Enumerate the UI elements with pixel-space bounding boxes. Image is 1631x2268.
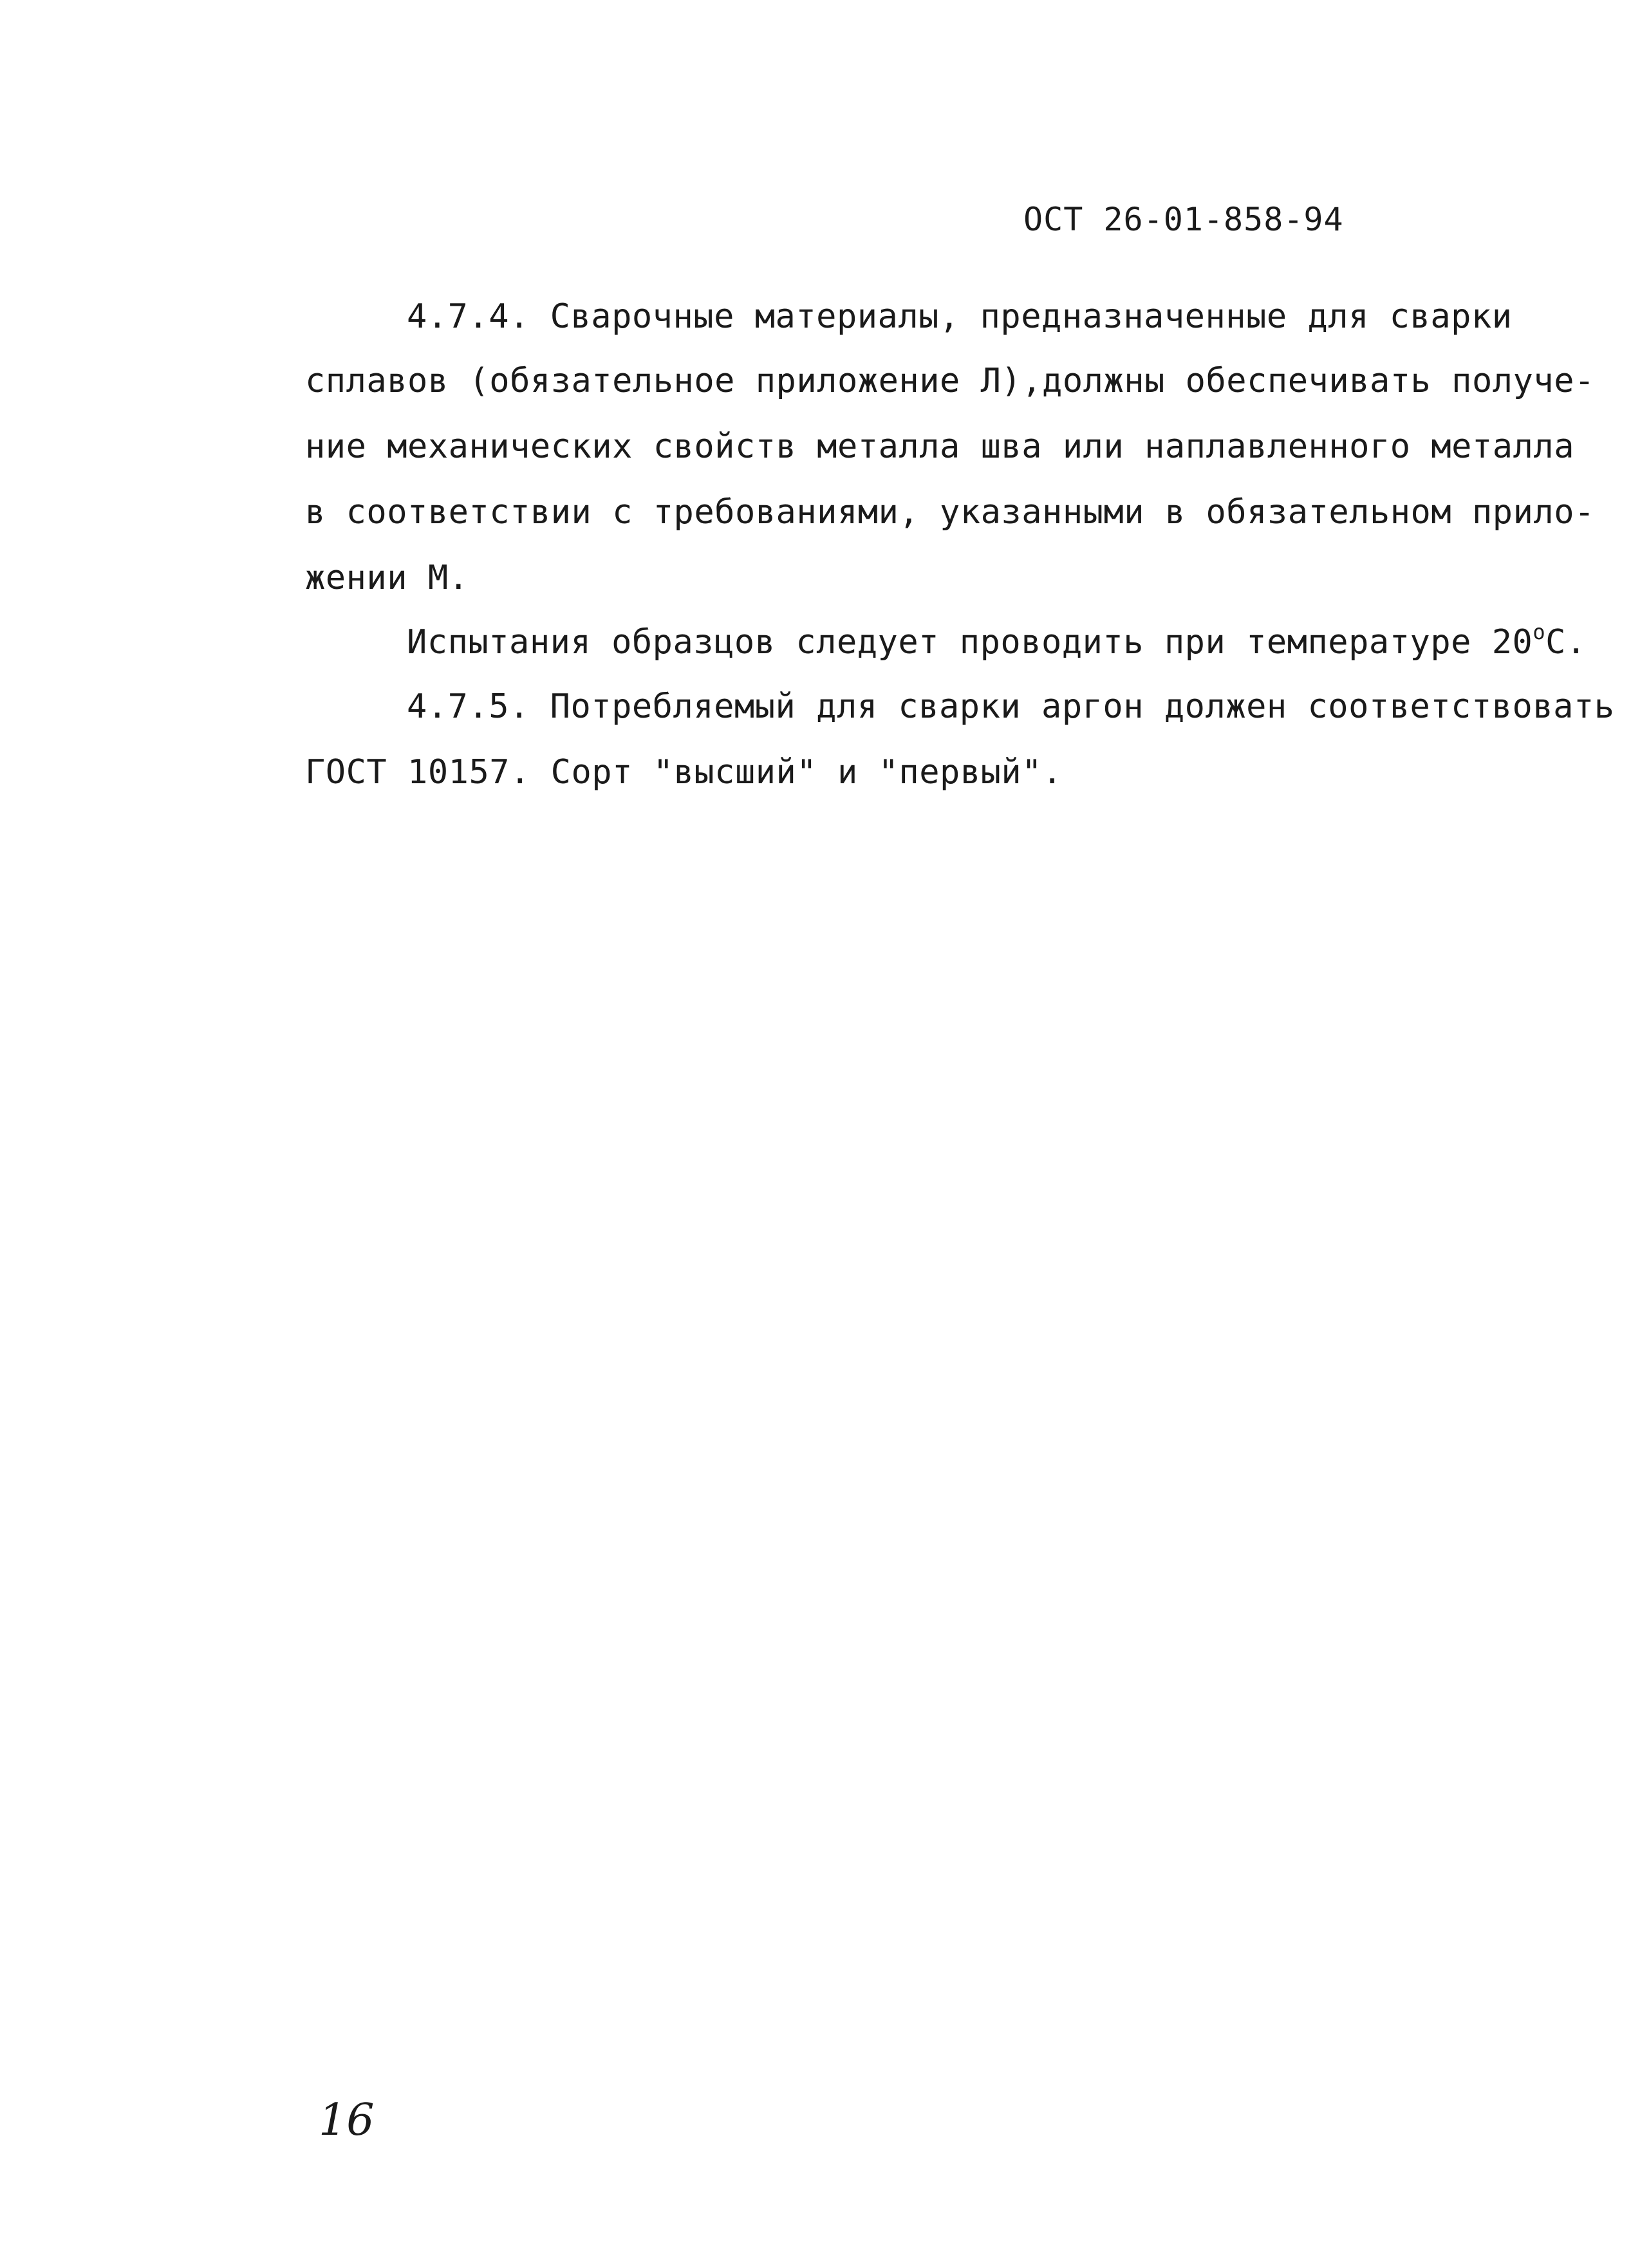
document-code: ОСТ 26-01-858-94 <box>1023 201 1344 238</box>
paragraph-4-7-4-line-2: сплавов (обязательное приложение Л),должны обеспечивать получе- <box>305 362 1595 400</box>
degree-sign: о <box>1533 620 1546 644</box>
paragraph-4-7-5-line-1: 4.7.5. Потребляемый для сварки аргон должен соответствовать <box>407 687 1615 726</box>
paragraph-4-7-5-line-2: ГОСТ 10157. Сорт "высший" и "первый". <box>305 753 1063 792</box>
paragraph-4-7-4-line-3: ние механических свойств металла шва или наплавленного металла <box>305 427 1575 466</box>
page-number: 16 <box>319 2095 375 2146</box>
test-temperature-line <box>407 620 1587 662</box>
paragraph-4-7-4-line-1: 4.7.4. Сварочные материалы, предназначенные для сварки <box>407 297 1513 336</box>
test-temperature-text: Испытания образцов следует проводить при температуре 20 <box>407 623 1533 662</box>
temperature-unit: С. <box>1545 623 1587 662</box>
paragraph-4-7-4-line-4: в соответствии с требованиями, указанными в обязательном прило- <box>305 493 1595 532</box>
paragraph-4-7-4-line-5: жении М. <box>305 559 469 597</box>
